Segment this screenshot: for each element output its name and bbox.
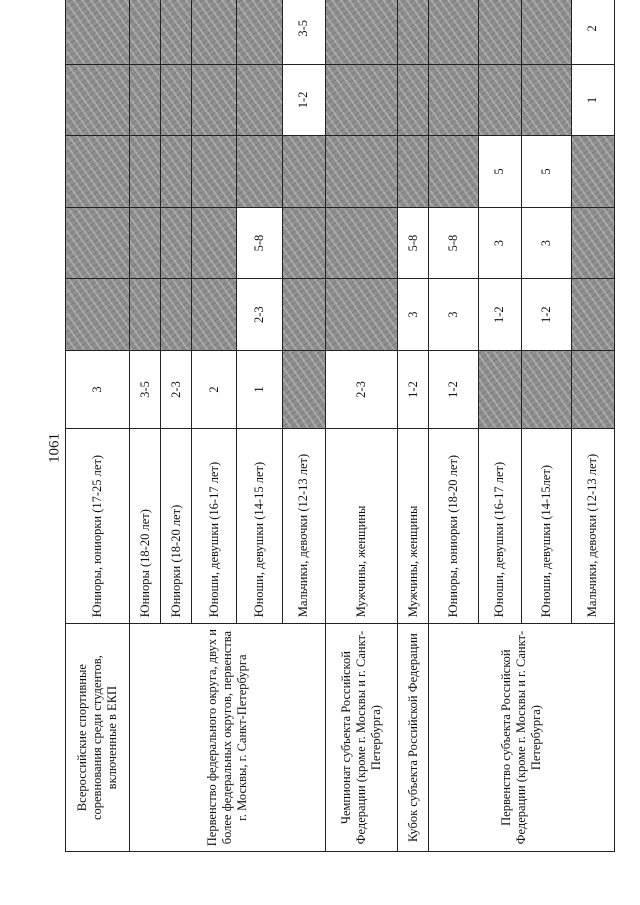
place-cell: 3-5 — [129, 350, 160, 428]
age-group-cell: Юноши, девушки (16-17 лет) — [478, 429, 521, 624]
place-cell — [282, 279, 325, 351]
place-cell — [237, 136, 282, 208]
place-cell — [571, 207, 614, 279]
place-cell: 5 — [478, 136, 521, 208]
place-cell — [325, 136, 397, 208]
place-cell — [398, 0, 429, 64]
place-cell — [191, 0, 236, 64]
place-cell: 3 — [522, 207, 572, 279]
age-group-cell: Юноши, девушки (14-15лет) — [522, 429, 572, 624]
table-row — [398, 0, 429, 852]
place-cell: 1-2 — [522, 279, 572, 351]
place-cell — [478, 350, 521, 428]
place-cell — [66, 136, 130, 208]
place-cell — [571, 350, 614, 428]
place-cell — [282, 350, 325, 428]
place-cell: 3 — [478, 207, 521, 279]
ranking-table — [65, 0, 615, 852]
place-cell: 3-5 — [282, 0, 325, 64]
place-cell — [160, 64, 191, 136]
place-cell: 1-2 — [282, 64, 325, 136]
place-cell — [522, 64, 572, 136]
place-cell — [522, 350, 572, 428]
place-cell — [129, 279, 160, 351]
place-cell — [522, 0, 572, 64]
place-cell: 5 — [522, 136, 572, 208]
place-cell — [160, 207, 191, 279]
place-cell: 1 — [237, 350, 282, 428]
age-group-cell: Мужчины, женщины — [325, 429, 397, 624]
place-cell — [398, 64, 429, 136]
place-cell — [66, 279, 130, 351]
place-cell: 1-2 — [478, 279, 521, 351]
age-group-cell: Юниоры, юниорки (17-25 лет) — [66, 429, 130, 624]
place-cell — [478, 0, 521, 64]
place-cell: 3 — [398, 279, 429, 351]
place-cell: 5-8 — [398, 207, 429, 279]
page-number: 1061 — [46, 433, 63, 463]
age-group-cell: Юниоры (18-20 лет) — [129, 429, 160, 624]
place-cell — [191, 136, 236, 208]
place-cell — [66, 207, 130, 279]
place-cell — [325, 279, 397, 351]
event-name-cell: Чемпионат субъекта Российской Федерации (кроме г. Москвы и г. Санкт-Петербурга) — [325, 624, 397, 852]
place-cell — [129, 0, 160, 64]
place-cell — [129, 207, 160, 279]
table-row — [129, 0, 160, 852]
age-group-cell: Юноши, девушки (14-15 лет) — [237, 429, 282, 624]
place-cell: 1 — [571, 64, 614, 136]
place-cell: 1-2 — [398, 350, 429, 428]
place-cell — [160, 136, 191, 208]
place-cell: 2-3 — [160, 350, 191, 428]
place-cell — [429, 136, 479, 208]
place-cell — [160, 279, 191, 351]
place-cell: 2 — [571, 0, 614, 64]
place-cell — [325, 64, 397, 136]
place-cell — [191, 207, 236, 279]
age-group-cell: Мужчины, женщины — [398, 429, 429, 624]
place-cell — [478, 64, 521, 136]
place-cell — [237, 64, 282, 136]
age-group-cell: Мальчики, девочки (12-13 лет) — [282, 429, 325, 624]
rotated-page — [65, 0, 615, 852]
place-cell: 1-2 — [429, 350, 479, 428]
table-row — [325, 0, 397, 852]
place-cell — [191, 64, 236, 136]
place-cell: 5-8 — [237, 207, 282, 279]
event-name-cell: Первенство субъекта Российской Федерации (кроме г. Москвы и г. Санкт-Петербурга) — [429, 624, 615, 852]
place-cell — [282, 207, 325, 279]
place-cell — [429, 64, 479, 136]
age-group-cell: Юниоры, юниорки (18-20 лет) — [429, 429, 479, 624]
place-cell — [571, 136, 614, 208]
place-cell: 5-8 — [429, 207, 479, 279]
place-cell: 2-3 — [325, 350, 397, 428]
place-cell — [129, 64, 160, 136]
place-cell — [429, 0, 479, 64]
event-name-cell: Всероссийские спортивные соревнования среди студентов, включенные в ЕКП — [66, 624, 130, 852]
event-name-cell: Кубок субъекта Российской Федерации — [398, 624, 429, 852]
place-cell — [66, 64, 130, 136]
place-cell — [160, 0, 191, 64]
place-cell — [325, 0, 397, 64]
place-cell — [325, 207, 397, 279]
place-cell — [129, 136, 160, 208]
place-cell — [282, 136, 325, 208]
table-row — [66, 0, 130, 852]
age-group-cell: Юноши, девушки (16-17 лет) — [191, 429, 236, 624]
place-cell: 2 — [191, 350, 236, 428]
place-cell: 3 — [429, 279, 479, 351]
place-cell: 3 — [66, 350, 130, 428]
table-row — [429, 0, 479, 852]
place-cell — [398, 136, 429, 208]
place-cell: 2-3 — [237, 279, 282, 351]
place-cell — [571, 279, 614, 351]
event-name-cell: Первенство федерального округа, двух и более федеральных округов, первенства г. Москвы, г. Санкт-Петербурга — [129, 624, 325, 852]
place-cell — [191, 279, 236, 351]
age-group-cell: Мальчики, девочки (12-13 лет) — [571, 429, 614, 624]
place-cell — [66, 0, 130, 64]
age-group-cell: Юниорки (18-20 лет) — [160, 429, 191, 624]
place-cell — [237, 0, 282, 64]
